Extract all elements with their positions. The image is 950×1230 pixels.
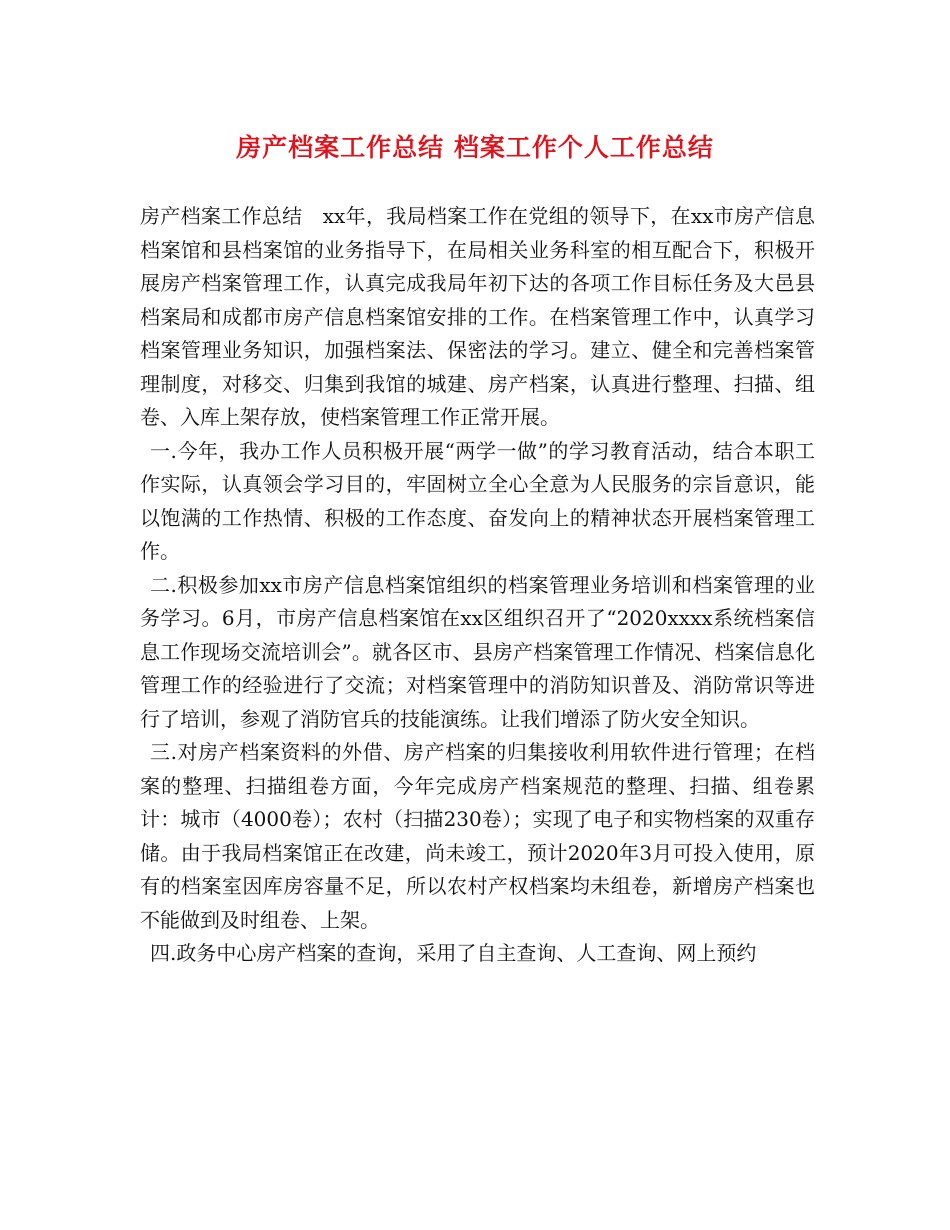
document-title: 房产档案工作总结 档案工作个人工作总结 [236, 133, 714, 162]
paragraph-item-2: 二.积极参加xx市房产信息档案馆组织的档案管理业务培训和档案管理的业务学习。6月，市房产信息档案馆在xx区组织召开了“2020xxxx系统档案信息工作现场交流培训会”。就各区市、县房产档案管理工作情况、档案信息化管理工作的经验进行了交流；对档案管理中的消防知识普及、消防常识等进行了培训，参观了消防官兵的技能演练。让我们增添了防火安全知识。 [140, 572, 815, 731]
paragraph-intro: 房产档案工作总结 xx年，我局档案工作在党组的领导下，在xx市房产信息档案馆和县档案馆的业务指导下，在局相关业务科室的相互配合下，积极开展房产档案管理工作，认真完成我局年初下达的各项工作目标任务及大邑县档案局和成都市房产信息档案馆安排的工作。在档案管理工作中，认真学习档案管理业务知识，加强档案法、保密法的学习。建立、健全和完善档案管理制度，对移交、归集到我馆的城建、房产档案，认真进行整理、扫描、组卷、入库上架存放，使档案管理工作正常开展。 [140, 204, 815, 429]
document-body [140, 200, 815, 971]
paragraph-item-4: 四.政务中心房产档案的查询，采用了自主查询、人工查询、网上预约 [150, 941, 757, 965]
paragraph-item-1: 一.今年，我办工作人员积极开展“两学一做”的学习教育活动，结合本职工作实际，认真领会学习目的，牢固树立全心全意为人民服务的宗旨意识，能以饱满的工作热情、积极的工作态度、奋发向上的精神状态开展档案管理工作。 [140, 438, 815, 563]
paragraph-item-3: 三.对房产档案资料的外借、房产档案的归集接收利用软件进行管理；在档案的整理、扫描组卷方面，今年完成房产档案规范的整理、扫描、组卷累计：城市（4000卷）；农村（扫描230卷）；实现了电子和实物档案的双重存储。由于我局档案馆正在改建，尚未竣工，预计2020年3月可投入使用，原有的档案室因库房容量不足，所以农村产权档案均未组卷，新增房产档案也不能做到及时组卷、上架。 [140, 740, 815, 932]
